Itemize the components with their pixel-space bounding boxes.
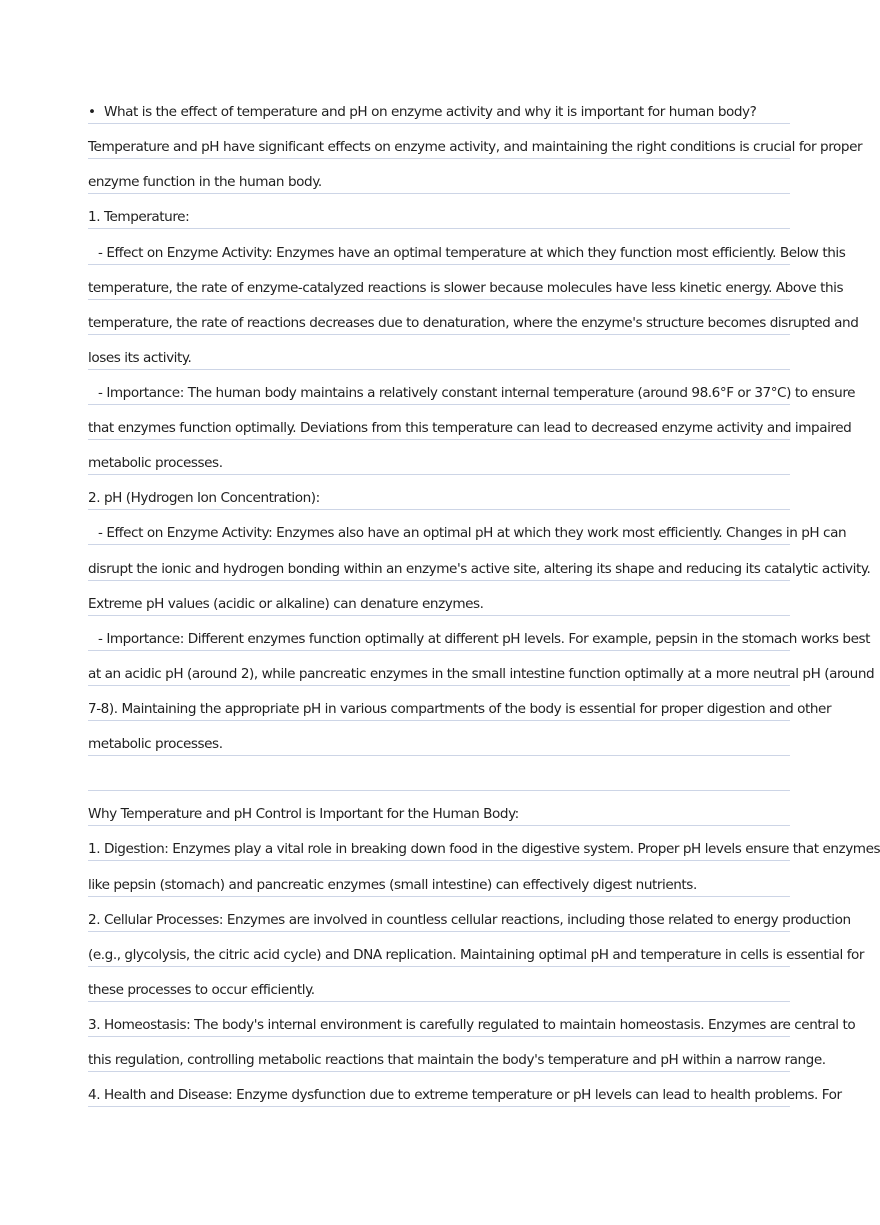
text-line: metabolic processes. <box>88 721 790 756</box>
text-line: (e.g., glycolysis, the citric acid cycle) and DNA replication. Maintaining optimal pH and temperature in cells is essential for <box>88 932 790 967</box>
section-heading: 1. Temperature: <box>88 194 790 229</box>
text-line: Extreme pH values (acidic or alkaline) can denature enzymes. <box>88 581 790 616</box>
section-heading: 2. pH (Hydrogen Ion Concentration): <box>88 475 790 510</box>
text-line: enzyme function in the human body. <box>88 159 790 194</box>
bullet-icon: • <box>88 104 96 121</box>
text-line: 2. Cellular Processes: Enzymes are involved in countless cellular reactions, including those related to energy production <box>88 897 790 932</box>
text-line: temperature, the rate of reactions decreases due to denaturation, where the enzyme's structure becomes disrupted and <box>88 300 790 335</box>
line-text: What is the effect of temperature and pH on enzyme activity and why it is important for human body? <box>104 104 757 121</box>
text-line: - Importance: The human body maintains a relatively constant internal temperature (around 98.6°F or 37°C) to ensure <box>88 370 790 405</box>
text-line: these processes to occur efficiently. <box>88 967 790 1002</box>
text-line: at an acidic pH (around 2), while pancreatic enzymes in the small intestine function optimally at a more neutral pH (around <box>88 651 790 686</box>
text-line: 1. Digestion: Enzymes play a vital role in breaking down food in the digestive system. Proper pH levels ensure that enzymes <box>88 826 790 861</box>
text-line: 3. Homeostasis: The body's internal environment is carefully regulated to maintain homeostasis. Enzymes are central to <box>88 1002 790 1037</box>
ruled-lines <box>88 89 880 1107</box>
section-heading: Why Temperature and pH Control is Important for the Human Body: <box>88 791 790 826</box>
text-line: this regulation, controlling metabolic reactions that maintain the body's temperature and pH within a narrow range. <box>88 1037 790 1072</box>
text-line: that enzymes function optimally. Deviations from this temperature can lead to decreased enzyme activity and impaired <box>88 405 790 440</box>
text-line: temperature, the rate of enzyme-catalyzed reactions is slower because molecules have less kinetic energy. Above this <box>88 265 790 300</box>
text-line: like pepsin (stomach) and pancreatic enzymes (small intestine) can effectively digest nutrients. <box>88 861 790 896</box>
text-line: loses its activity. <box>88 335 790 370</box>
text-line: - Effect on Enzyme Activity: Enzymes have an optimal temperature at which they function most efficiently. Below this <box>88 229 790 264</box>
text-line: Temperature and pH have significant effects on enzyme activity, and maintaining the right conditions is crucial for proper <box>88 124 790 159</box>
text-line: - Effect on Enzyme Activity: Enzymes also have an optimal pH at which they work most efficiently. Changes in pH can <box>88 510 790 545</box>
text-line: 4. Health and Disease: Enzyme dysfunction due to extreme temperature or pH levels can lead to health problems. For <box>88 1072 790 1107</box>
text-line: disrupt the ionic and hydrogen bonding within an enzyme's active site, altering its shape and reducing its catalytic activity. <box>88 545 790 580</box>
blank-line <box>88 756 790 791</box>
text-line: 7-8). Maintaining the appropriate pH in various compartments of the body is essential for proper digestion and other <box>88 686 790 721</box>
text-line: - Importance: Different enzymes function optimally at different pH levels. For example, pepsin in the stomach works best <box>88 616 790 651</box>
question-line <box>88 89 790 124</box>
text-line: metabolic processes. <box>88 440 790 475</box>
